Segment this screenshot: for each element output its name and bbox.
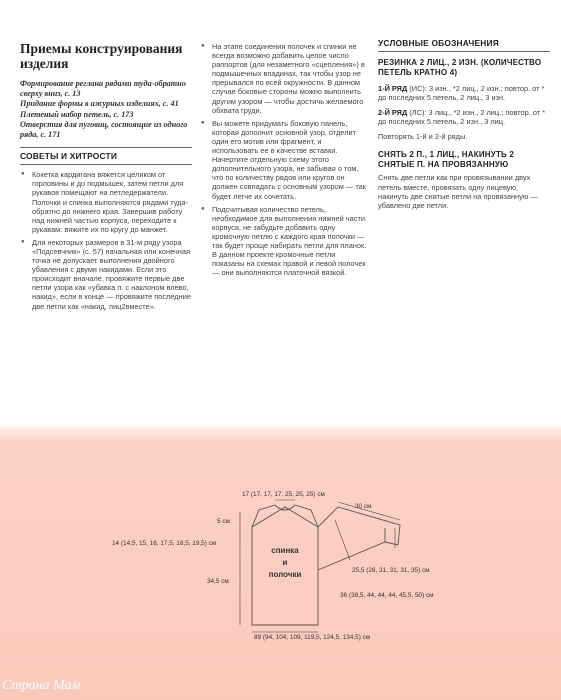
piece-label-2: и: [282, 558, 288, 567]
legend-heading: УСЛОВНЫЕ ОБОЗНАЧЕНИЯ: [378, 38, 499, 48]
dim-cuff: 36 (38,5, 44, 44, 44, 45,5, 50) см: [340, 592, 434, 599]
tip-item: ● Кокетка кардигана вяжется целиком от горловины и до подмышек, затем петли для рукавов помещают на петледержатели. Полочки и спинка выполняются рядами туда-обратно до нижнего края. Завершив работу над нижней частью корпуса, переходите к рукавам: вяжите их по кругу до манжет.: [20, 170, 192, 234]
row-1-label: 1-Й РЯД: [378, 84, 408, 93]
piece-label-3: полочки: [268, 570, 302, 579]
technique-item: Отверстия для пуговиц, состоящие из одного ряда, с. 171: [20, 119, 188, 140]
dim-yoke: 5 см: [217, 518, 230, 525]
page-title: Приемы конструирования изделия: [20, 41, 183, 71]
dim-upperarm-line: [335, 520, 350, 560]
piece-label-1: спинка: [271, 546, 299, 555]
dim-upper-arm: 25,5 (28, 31, 31, 31, 35) см: [352, 567, 430, 574]
slip-text: Снять две петли как при провязывании двух петель вместе, провязать одну лицевую, накинуть две снятые петли на провязанную — убавлено две петли.: [378, 173, 538, 210]
row-1-text: (ИС): 3 изн., *2 лиц., 2 изн.; повтор. от * до последних 5 петель, 2 лиц., 3 изн.: [378, 84, 545, 103]
tips-heading: СОВЕТЫ И ХИТРОСТИ: [20, 151, 118, 162]
slip-title: СНЯТЬ 2 П., 1 ЛИЦ., НАКИНУТЬ 2 СНЯТЫЕ П. НА ПРОВЯЗАННУЮ: [378, 150, 515, 170]
yoke-left: [252, 505, 275, 527]
dim-armhole: 14 (14,5, 15, 16, 17,5, 18,5, 19,5) см: [112, 540, 217, 547]
technique-item: Плетеный набор петель, с. 173: [20, 109, 134, 119]
watermark: Страна Мам: [2, 678, 81, 693]
rib-title: РЕЗИНКА 2 ЛИЦ., 2 ИЗН. (КОЛИЧЕСТВО ПЕТЕЛЬ КРАТНО 4): [378, 58, 542, 77]
tip-item: ● Для некоторых размеров в 31-м ряду узора «Подсевчник» (с. 57) начальная или конечная точка не допускает выполнения двойного убавления с двумя накидами. Если это происходит вначале, провяжите первые две петли узора как «убавка п. с наклоном влево, накид», если в конце — провяжите последние две петли как «накид, лиц2вместе».: [20, 238, 192, 311]
technique-item: Формирование реглана рядами туда-обратно сверху вниз, с. 13: [20, 79, 186, 99]
dim-top: 17 (17, 17, 17, 25, 25, 25) см: [242, 491, 325, 498]
row-2-label: 2-Й РЯД: [378, 108, 408, 118]
yoke-right: [295, 505, 318, 527]
dim-body-length: 34,5 см: [207, 578, 229, 585]
tip-item: ● Подсчитывая количество петель, необходимое для выполнения нижней части корпуса, не забудьте добавить одну кромочную петлю с каждого края полочки — так будет проще набирать петли для планок. В данном проекте кромочные петли показаны на схемах правой и левой полочек — они выполняются платочной вязкой.: [200, 205, 368, 278]
repeat-note: Повторять 1-й и 2-й ряды.: [378, 132, 468, 142]
dim-bottom: 89 (94, 104, 109, 119,5, 124,5, 134,5) см: [254, 634, 371, 641]
tip-item: ● На этапе соединения полочек и спинки не всегда возможно добавить целое число раппортов (для незаметного «сцепления») в подмышечных впадинах, так чтобы узор не прерывался по всей окружности. В данном случае боковые стороны можно выполнить другим узором — чтобы достичь желаемого обхвата груди.: [200, 42, 368, 115]
technique-item: Придание формы в ажурных изделиях, с. 41: [20, 99, 179, 109]
row-2-text: (ЛС): 3 лиц., *2 изн., 2 лиц.; повтор. от * до последних 5 петель, 2 изн., 3 лиц.: [378, 108, 546, 127]
tip-item: ● Вы можете придумать боковую панель, которая дополнит основной узор, отделит один его мотив или фрагмент, и использовать ее в качестве вставки. Начертите отдельную схему этого дополнительного узора, не забывая о том, что по количеству рядов или кругов он должен совпадать с основным узором — так будет легче их сочетать.: [200, 119, 368, 201]
dim-sleeve-length: 30 см: [355, 503, 372, 510]
